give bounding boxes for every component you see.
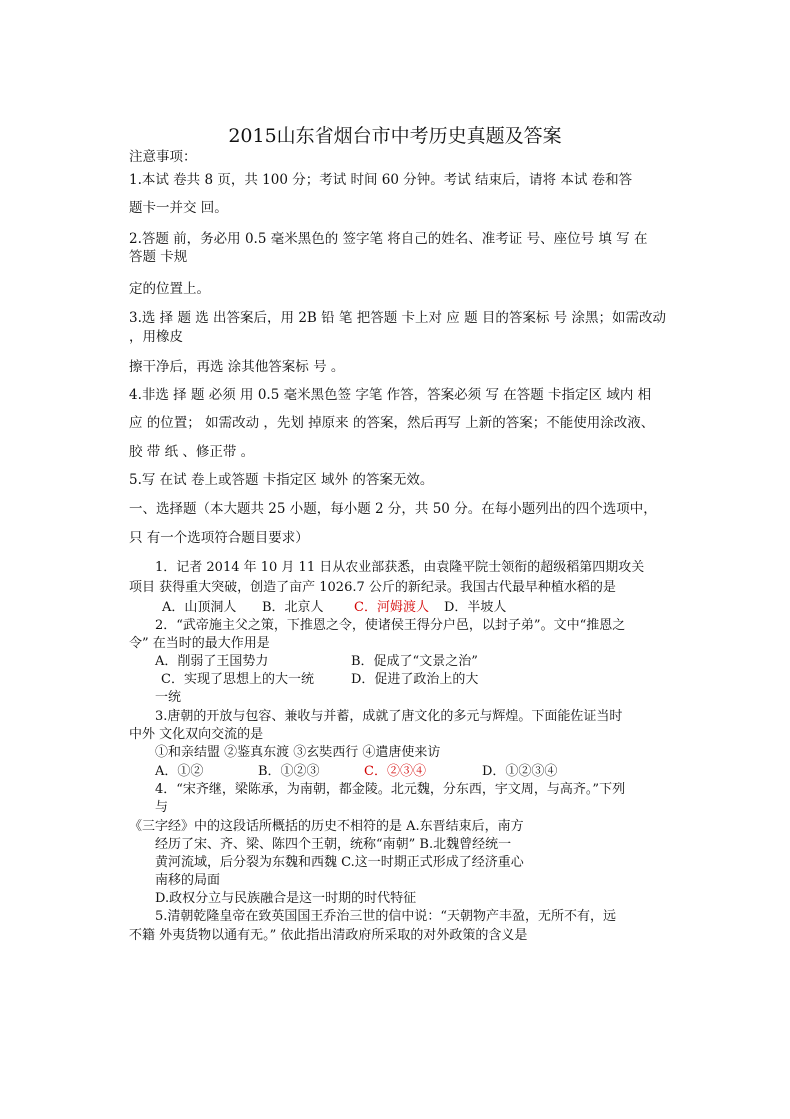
option-b: B．①②③ [258,764,320,779]
notice-line: 擦干净后，再选 涂其他答案标 号 。 [129,359,345,375]
notice-heading: 注意事项： [129,149,197,165]
question-5-text: 不籍 外夷货物以通有无。” 依此指出清政府所采取的对外政策的含义是 [129,928,528,943]
option-c: C．实现了思想上的大一统 [161,672,314,687]
notice-line: 定的位置上。 [129,281,210,297]
question-3-options [155,763,557,781]
option-a: A．①② [155,764,204,779]
option-a: A．削弱了王国势力 [155,654,269,669]
question-5-text: 5.清朝乾隆皇帝在致英国国王乔治三世的信中说：“天朝物产丰盈，无所不有，远 [155,909,617,924]
notice-line: 1.本试 卷共 8 页，共 100 分；考试 时间 60 分钟。考试 结束后，请将 本试 卷和答 [129,172,633,188]
question-3-text: 中外 文化双向交流的是 [129,727,264,742]
section-heading: 一、选择题（本大题共 25 小题，每小题 2 分，共 50 分。在每小题列出的四个选项中， [129,501,657,517]
page-title: 2015山东省烟台市中考历史真题及答案 [228,125,562,147]
question-3-text: 3.唐朝的开放与包容、兼收与并蓄，成就了唐文化的多元与辉煌。下面能佐证当时 [155,709,623,724]
section-heading: 只 有一个选项符合题目要求） [129,530,309,546]
question-1-options [162,599,506,617]
question-4-text: 与 [155,800,169,815]
question-2-options [161,671,478,689]
question-4-text: 南移的局面 [155,873,221,888]
question-3-items: ①和亲结盟 ②鉴真东渡 ③玄奘西行 ④遣唐使来访 [155,745,441,760]
notice-line: 答题 卡规 [129,249,188,265]
question-4-text: 黄河流域，后分裂为东魏和西魏 C.这一时期正式形成了经济重心 [155,855,524,870]
option-c-answer: C．河姆渡人 [354,600,429,615]
question-2-options [155,653,478,671]
notice-line: 5.写 在试 卷上或答题 卡指定区 域外 的答案无效。 [129,472,434,488]
question-2-text: 令” 在当时的最大作用是 [129,636,270,651]
option-b: B．北京人 [262,600,324,615]
question-4-text: 经历了宋、齐、梁、陈四个王朝，统称“南朝” B.北魏曾经统一 [155,837,512,852]
option-d: D．半坡人 [444,600,507,615]
question-4-text: 《三字经》中的这段话所概括的历史不相符的是 A.东晋结束后，南方 [129,819,524,834]
notice-line: 胶 带 纸 、修正带 。 [129,444,255,460]
option-d: D．①②③④ [482,764,558,779]
option-d: D．促进了政治上的大 [351,672,479,687]
notice-line: ，用橡皮 [129,329,183,345]
question-2-text: 2．“武帝施主父之策，下推恩之令，使诸侯王得分户邑，以封子弟”。文中“推恩之 [155,618,626,633]
option-b: B．促成了“文景之治” [351,654,478,669]
question-1-text: 项目 获得重大突破，创造了亩产 1026.7 公斤的新纪录。我国古代最早种植水稻的是 [129,580,616,595]
notice-line: 3.选 择 题 选 出答案后，用 2B 铅 笔 把答题 卡上对 应 题 目的答案标 号 涂黑；如需改动 [129,310,666,326]
notice-line: 4.非选 择 题 必须 用 0.5 毫米黑色签 字笔 作答，答案必须 写 在答题 卡指定区 域内 相 [129,387,652,403]
option-c-answer: C．②③④ [364,764,426,779]
question-4-text: D.政权分立与民族融合是这一时期的时代特征 [155,891,417,906]
question-2-option-d-cont: 一统 [155,690,182,705]
notice-line: 应 的位置； 如需改动 ，先划 掉原来 的答案，然后再写 上新的答案；不能使用涂改液、 [129,415,655,431]
question-1-text: 1．记者 2014 年 10 月 11 日从农业部获悉，由袁隆平院士领衔的超级稻第四期攻关 [155,560,645,575]
notice-line: 2.答题 前，务必用 0.5 毫米黑色的 签字笔 将自己的姓名、准考证 号、座位号 填 写 在 [129,231,648,247]
notice-line: 题卡一并交 回。 [129,200,228,216]
question-4-text: 4．“宋齐继，梁陈承，为南朝，都金陵。北元魏，分东西，宇文周，与高齐。”下列 [155,782,626,797]
option-a: A．山顶洞人 [162,600,237,615]
